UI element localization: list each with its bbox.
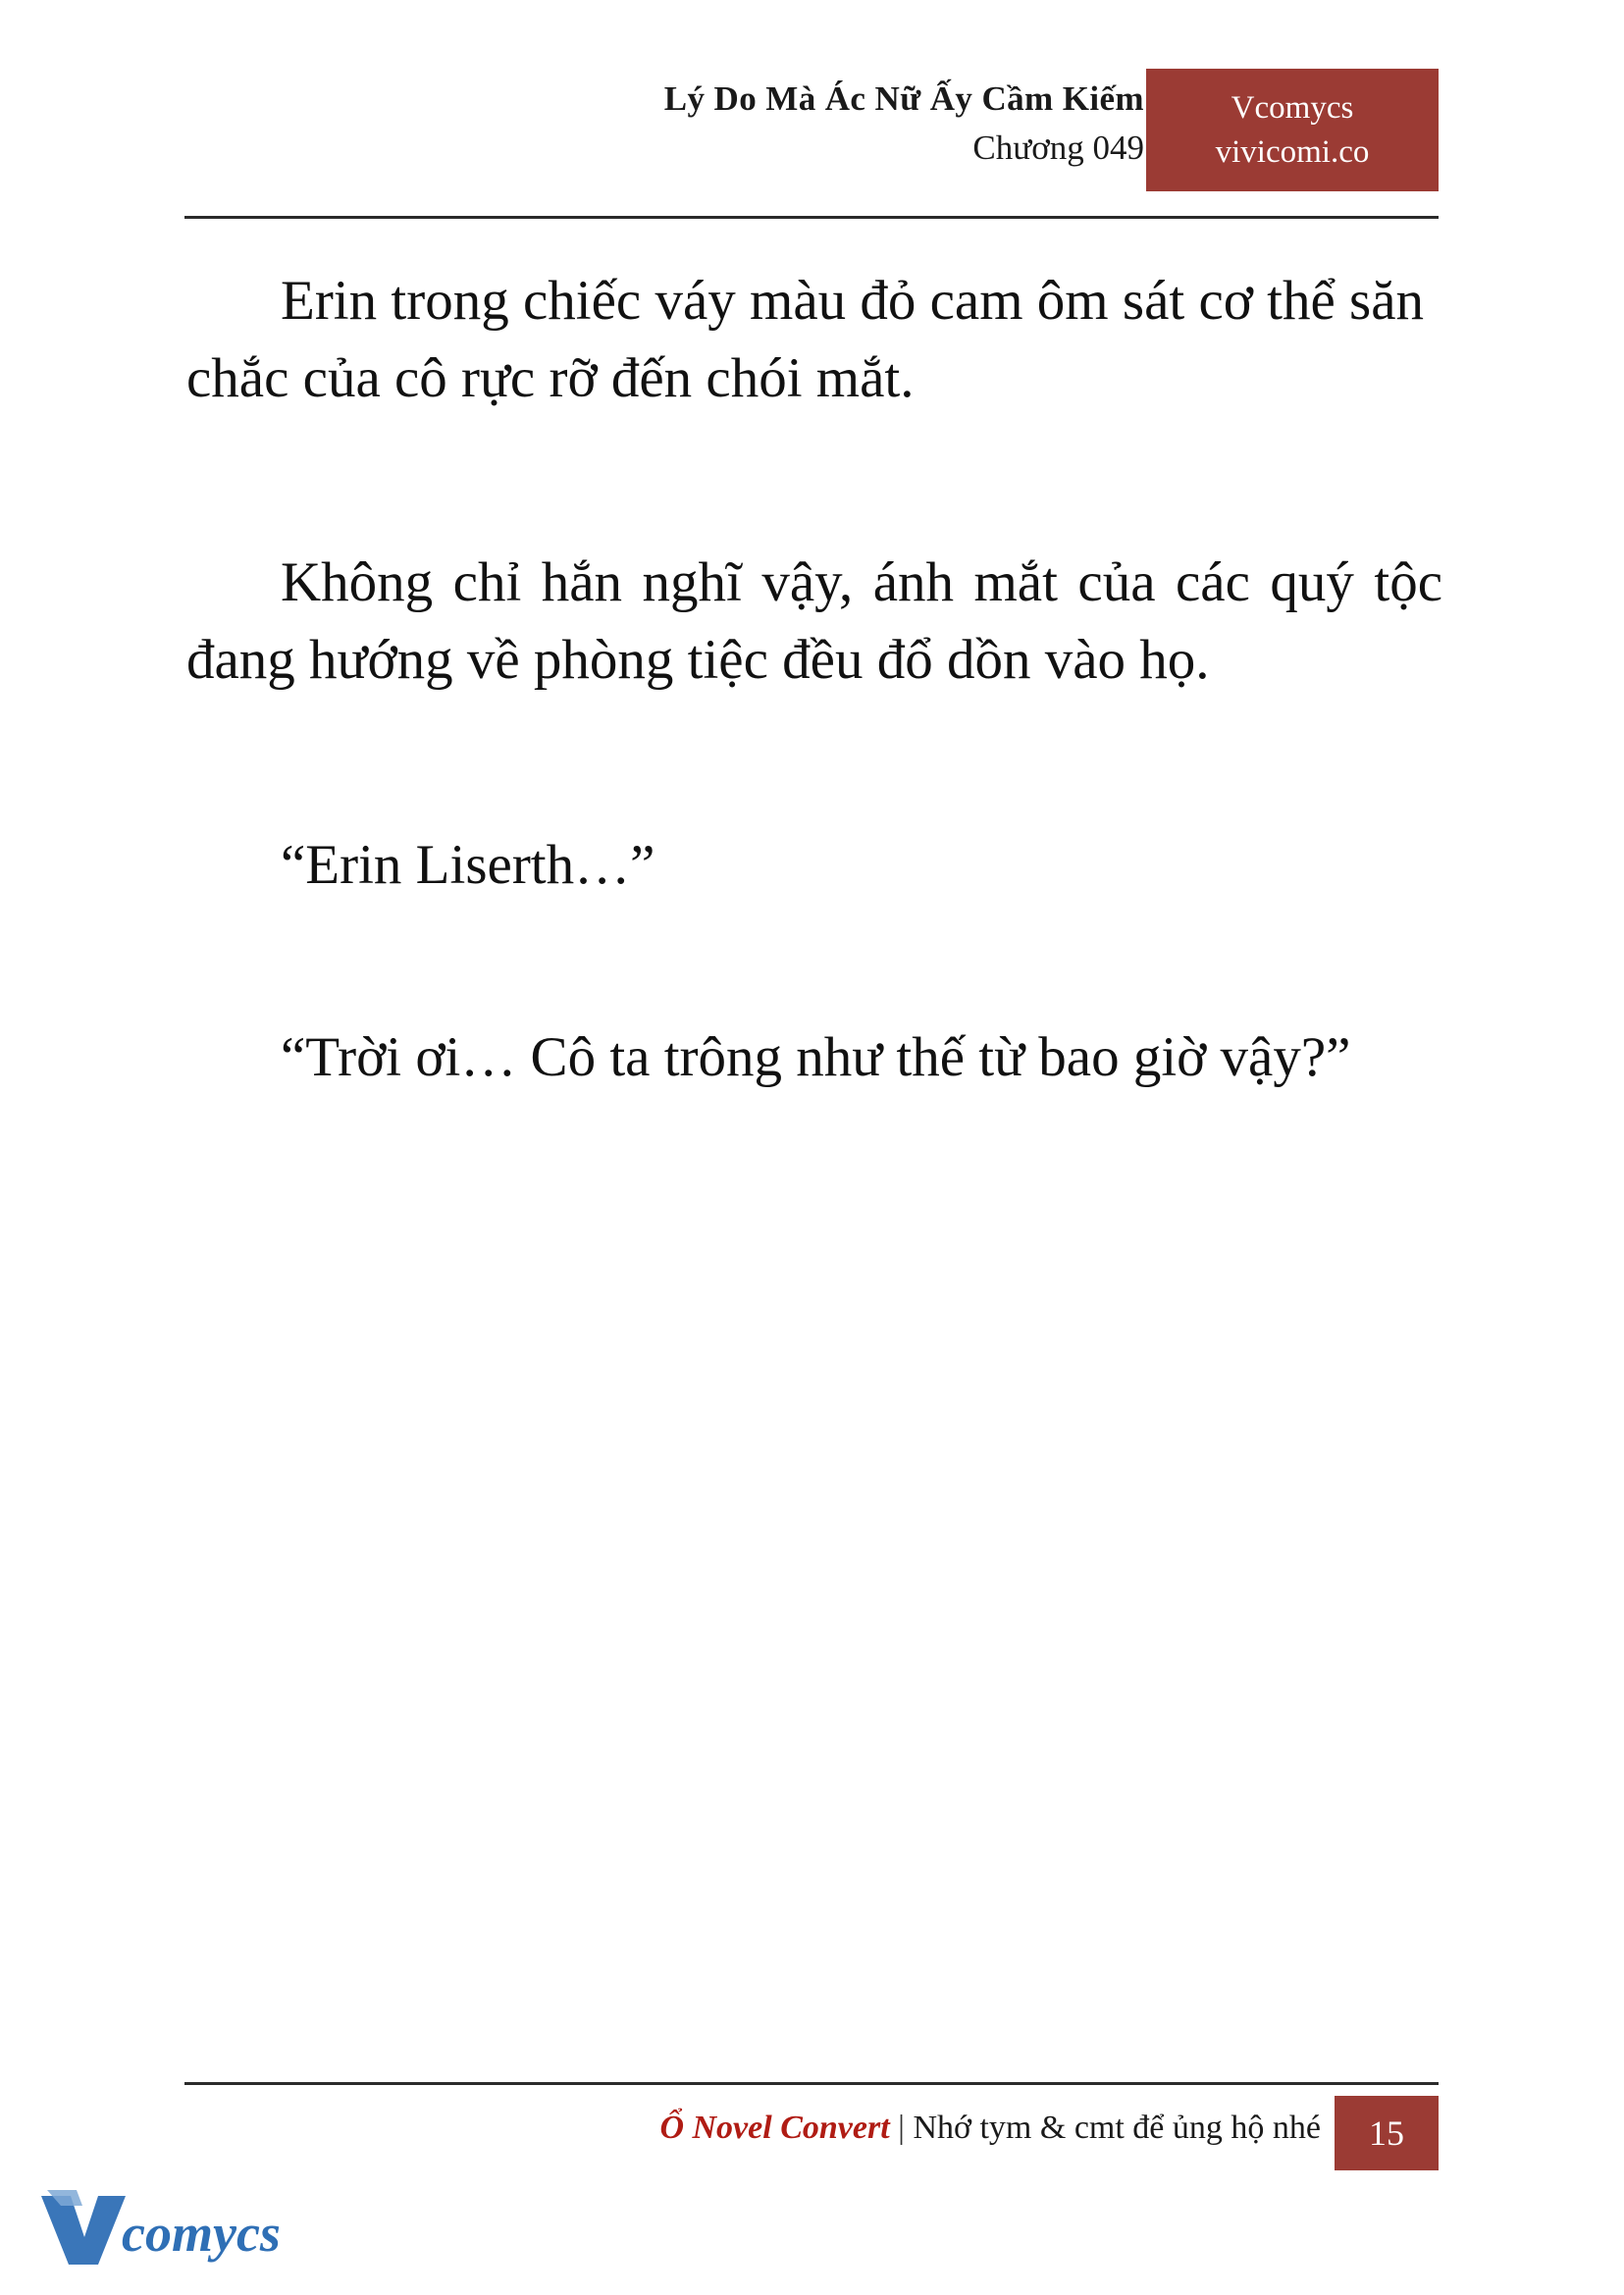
paragraph: “Trời ơi… Cô ta trông như thế từ bao giờ vậy?” bbox=[281, 1026, 1351, 1089]
page-number: 15 bbox=[1335, 2096, 1439, 2170]
page-header bbox=[184, 77, 1439, 214]
svg-text:comycs: comycs bbox=[122, 2204, 281, 2263]
header-title-block bbox=[664, 77, 1144, 170]
footer-brand: Ổ Novel Convert bbox=[659, 2110, 890, 2146]
paragraph-spacer bbox=[186, 770, 1442, 827]
chapter-label: Chương 049 bbox=[972, 128, 1144, 167]
page-content bbox=[186, 263, 1442, 1168]
paragraph: “Erin Liserth…” bbox=[281, 833, 655, 896]
site-badge bbox=[1146, 69, 1439, 191]
vcomycs-logo-icon bbox=[37, 2180, 283, 2270]
paragraph-spacer bbox=[186, 974, 1442, 1019]
header-divider bbox=[184, 216, 1439, 219]
paragraph: Erin trong chiếc váy màu đỏ cam ôm sát cơ thể săn chắc của cô rực rỡ đến chói mắt. bbox=[186, 270, 1425, 409]
site-badge-name: Vcomycs bbox=[1231, 89, 1354, 126]
footer-divider bbox=[184, 2082, 1439, 2085]
footer-note: Nhớ tym & cmt để ủng hộ nhé bbox=[913, 2110, 1321, 2146]
page-footer bbox=[184, 2096, 1439, 2170]
paragraph: Không chỉ hắn nghĩ vậy, ánh mắt của các quý tộc đang hướng về phòng tiệc đều đổ dồn vào họ. bbox=[186, 551, 1442, 691]
site-badge-url: vivicomi.co bbox=[1215, 133, 1370, 170]
footer-credit bbox=[659, 2110, 1321, 2147]
paragraph-spacer bbox=[186, 488, 1442, 545]
footer-separator: | bbox=[898, 2110, 905, 2146]
book-title: Lý Do Mà Ác Nữ Ấy Cầm Kiếm bbox=[663, 79, 1144, 118]
